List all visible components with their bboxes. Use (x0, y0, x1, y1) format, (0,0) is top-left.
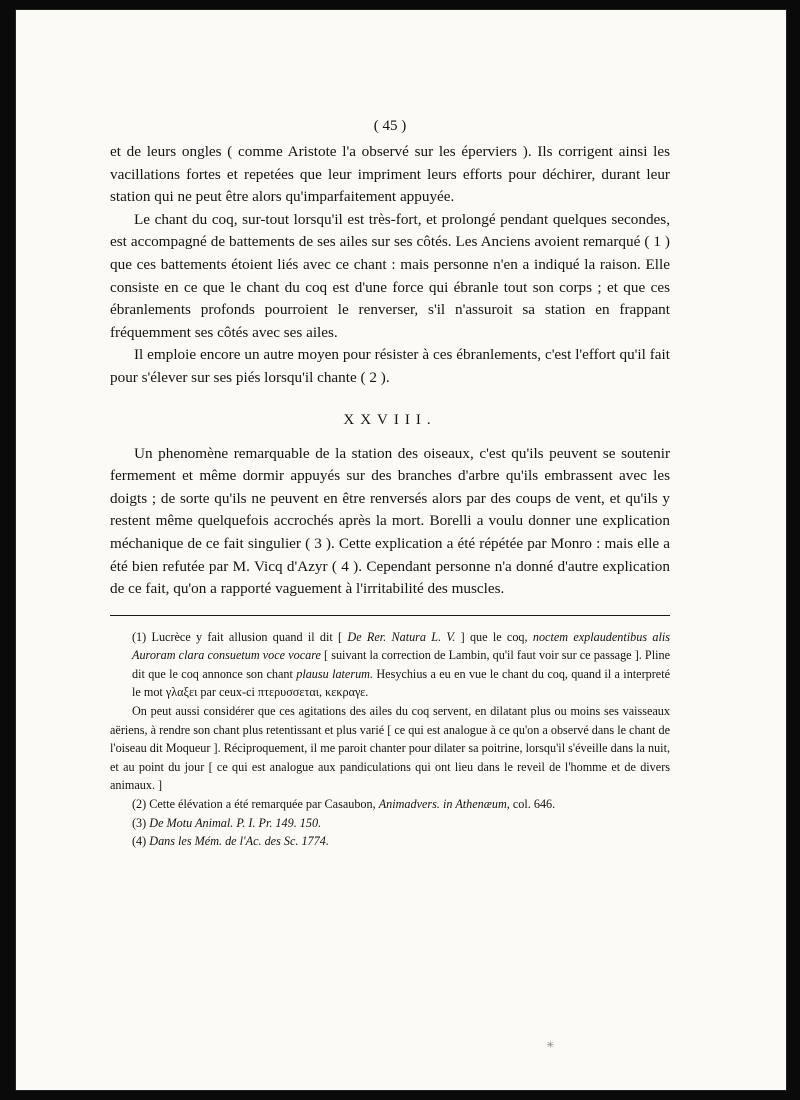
footnote-divider (110, 615, 670, 616)
section-heading: XXVIII. (343, 411, 437, 428)
footnote-3 (110, 814, 670, 833)
printer-ornament: ✳ (546, 1040, 555, 1051)
footnote-4-citation: Dans les Mém. de l'Ac. des Sc. 1774. (149, 834, 329, 849)
footnote-1 (110, 628, 670, 702)
footnote-1-text-a: Lucrèce y fait allusion quand il dit [ (146, 629, 348, 644)
page-content (110, 118, 670, 851)
footnote-1-quote: noctem explaudentibus alis Auroram clara consuetum voce vocare (132, 629, 670, 663)
footnote-1-mark: (1) (132, 629, 147, 644)
book-page (16, 10, 786, 1090)
main-text (110, 141, 670, 601)
footnote-2-text-a: Cette élévation a été remarquée par Casaubon, (146, 797, 379, 812)
footnote-2-citation: Animadvers. in Athenæum (378, 797, 507, 812)
footnote-1-text-c: [ suivant la correction de Lambin, qu'il faut voir sur ce passage ]. Pline dit que le coq annonce son chant (132, 648, 670, 681)
footnote-2 (110, 795, 670, 814)
footnote-4-mark: (4) (132, 834, 147, 849)
footnote-3-mark: (3) (132, 815, 147, 830)
footnote-1-text-b: ] que le coq, (455, 629, 533, 644)
paragraph-3: Il emploie encore un autre moyen pour résister à ces ébranlements, c'est l'effort qu'il fait pour s'élever sur ses piés lorsqu'il chante ( 2 ). (110, 346, 670, 386)
footnote-3-citation: De Motu Animal. P. I. Pr. 149. 150. (149, 815, 322, 830)
footnote-1-citation: De Rer. Natura L. V. (347, 629, 456, 644)
footnotes (110, 628, 670, 851)
footnote-1-continuation: On peut aussi considérer que ces agitations des ailes du coq servent, en dilatant plus ou moins ses vaisseaux aëriens, à rendre son chant plus retentissant et plus varié [ ce qui est analogue à ce qu'on a observé dans le chant de l'oiseau dit Moqueur ]. Réciproquement, il me paroit chanter pour dilater sa poitrine, lorsqu'il s'éveille dans la nuit, et au point du jour [ ce qui est analogue aux pandiculations qui ont lieu dans le reveil de l'homme et de divers animaux. ] (110, 704, 670, 793)
paragraph-2: Le chant du coq, sur-tout lorsqu'il est très-fort, et prolongé pendant quelques secondes, est accompagné de battements de ses ailes sur ses côtés. Les Anciens avoient remarqué ( 1 ) que ces battements étoient liés avec ce chant : mais personne n'en a indiqué la raison. Elle consiste en ce que le chant du coq est d'une force qui ébranle tout son corps ; et que ces ébranlements profonds pourroient le renverser, s'il n'assuroit sa station en frappant fréquemment ses côtés avec ses ailes. (110, 210, 670, 341)
footnote-2-text-b: , col. 646. (506, 797, 556, 812)
page-number: ( 45 ) (373, 118, 407, 134)
footnote-1-pline-quote: plausu laterum. (296, 666, 374, 681)
footnote-4 (110, 832, 670, 851)
section-paragraph: Un phenomène remarquable de la station des oiseaux, c'est qu'ils peuvent se soutenir fermement et même dormir appuyés sur des branches d'arbre qu'ils embrassent avec les doigts ; de sorte qu'ils ne peuvent en être renversés alors par des coups de vent, et qu'ils y restent même quelquefois accrochés après la mort. Borelli a voulu donner une explication méchanique de ce fait singulier ( 3 ). Cette explication a été répétée par Monro : mais elle a été bien refutée par M. Vicq d'Azyr ( 4 ). Cependant personne n'a donné d'autre explication de ce fait, qu'on a rapporté vaguement à l'irritabilité des muscles. (110, 444, 670, 598)
footnote-2-mark: (2) (132, 797, 147, 812)
paragraph-1: et de leurs ongles ( comme Aristote l'a observé sur les éperviers ). Ils corrigent ainsi les vacillations fortes et repetées que leur impriment leurs efforts pour déchirer, durant leur station qui ne peut être alors qu'imparfaitement appuyée. (110, 143, 670, 206)
footnote-1-text-d: Hesychius a eu en vue le chant du coq, quand il a interpreté le mot γλαξει par ceux-ci πτερυσσεται, κεκραγε. (132, 666, 671, 700)
